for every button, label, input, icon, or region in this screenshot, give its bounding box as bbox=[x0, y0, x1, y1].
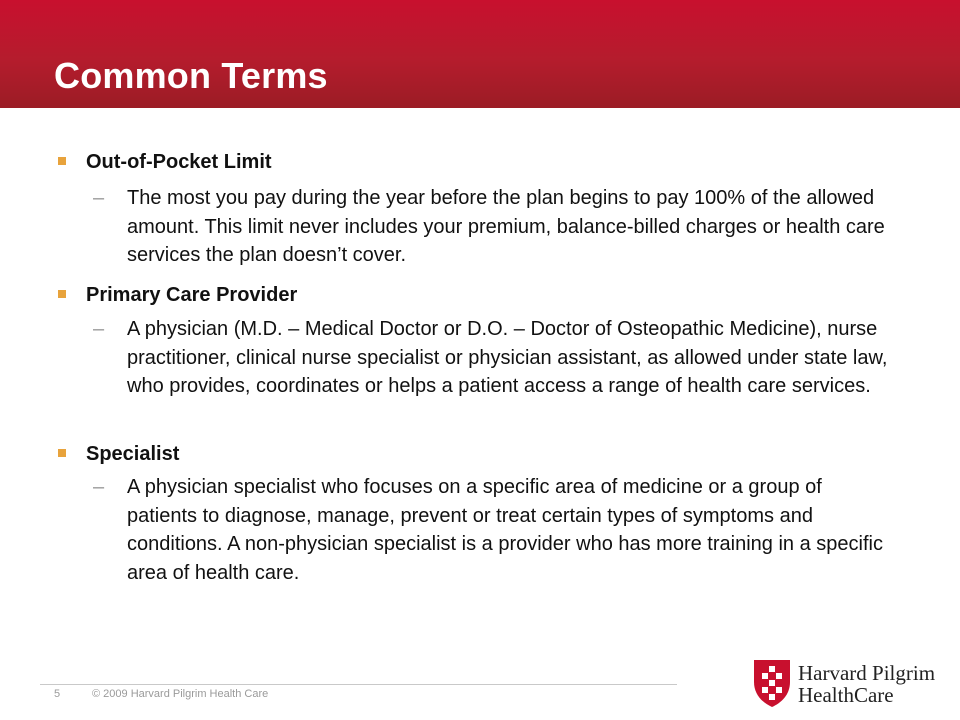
shield-cross-icon bbox=[752, 658, 792, 708]
dash-marker: – bbox=[93, 476, 105, 498]
square-bullet-icon bbox=[58, 449, 66, 457]
square-bullet-icon bbox=[58, 157, 66, 165]
harvard-pilgrim-logo bbox=[752, 656, 942, 712]
term-definition: The most you pay during the year before the plan begins to pay 100% of the allowed amount. This limit never includes your premium, balance-billed charges or health care services the plan doesn’t cover. bbox=[127, 187, 885, 266]
footer-divider bbox=[40, 684, 677, 685]
term-title: Out-of-Pocket Limit bbox=[86, 151, 272, 173]
logo-text-line1: Harvard Pilgrim bbox=[798, 661, 936, 685]
logo-text-line2: HealthCare bbox=[798, 683, 894, 707]
dash-marker: – bbox=[93, 318, 105, 340]
page-number: 5 bbox=[54, 688, 61, 700]
term-definition: A physician (M.D. – Medical Doctor or D.O. – Doctor of Osteopathic Medicine), nurse practitioner, clinical nurse specialist or physician assistant, as allowed under state law, who provides, coordinates or helps a patient access a range of health care services. bbox=[127, 318, 888, 397]
term-title: Primary Care Provider bbox=[86, 284, 298, 306]
term-definition: A physician specialist who focuses on a specific area of medicine or a group of patients to diagnose, manage, prevent or treat certain types of symptoms and conditions. A non-physician specialist is a provider who has more training in a specific area of health care. bbox=[127, 476, 883, 584]
dash-marker: – bbox=[93, 187, 105, 209]
copyright-notice: © 2009 Harvard Pilgrim Health Care bbox=[92, 688, 269, 700]
term-title: Specialist bbox=[86, 443, 180, 465]
slide-title: Common Terms bbox=[54, 55, 328, 96]
square-bullet-icon bbox=[58, 290, 66, 298]
